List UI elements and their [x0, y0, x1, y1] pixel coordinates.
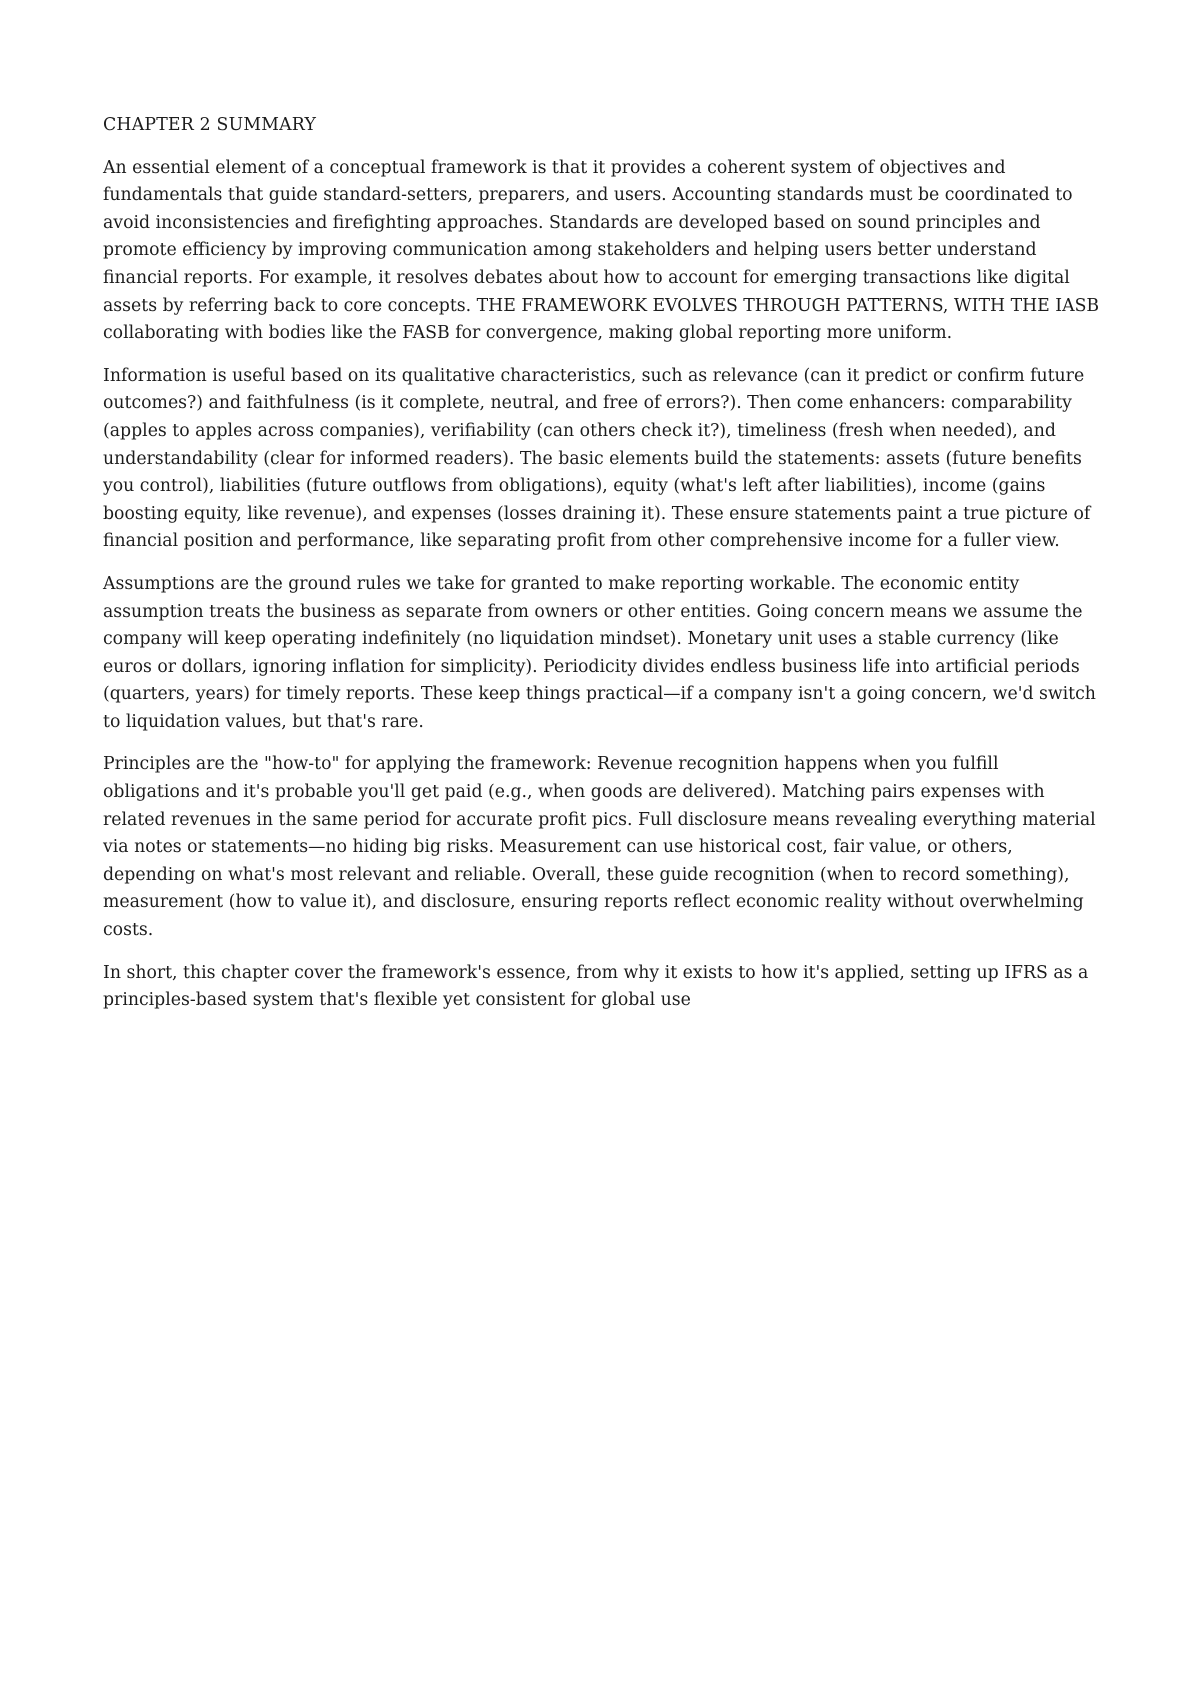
- paragraph-conclusion: In short, this chapter cover the framework's essence, from why it exists to how it's applied, setting up IFRS as a principles-based system that's flexible yet consistent for global use: [103, 962, 1089, 1011]
- paragraph-framework-purpose: An essential element of a conceptual framework is that it provides a coherent system of objectives and fundamentals that guide standard-setters, preparers, and users. Accounting standards must be coordinated to avoid inconsistencies and firefighting approaches. Standards are developed based on sound principles and promote efficiency by improving communication among stakeholders and helping users better understand financial reports. For example, it resolves debates about how to account for emerging transactions like digital assets by referring back to core concepts. THE FRAMEWORK EVOLVES THROUGH PATTERNS, WITH THE IASB collaborating with bodies like the FASB for convergence, making global reporting more uniform.: [103, 157, 1100, 344]
- paragraph-assumptions: Assumptions are the ground rules we take for granted to make reporting workable. The economic entity assumption treats the business as separate from owners or other entities. Going concern means we assume the company will keep operating indefinitely (no liquidation mindset). Monetary unit uses a stable currency (like euros or dollars, ignoring inflation for simplicity). Periodicity divides endless business life into artificial periods (quarters, years) for timely reports. These keep things practical—if a company isn't a going concern, we'd switch to liquidation values, but that's rare.: [103, 573, 1096, 732]
- paragraph-qualitative-characteristics: Information is useful based on its qualitative characteristics, such as relevance (can it predict or confirm future outcomes?) and faithfulness (is it complete, neutral, and free of errors?). Then come enhancers: comparability (apples to apples across companies), verifiability (can others check it?), timeliness (fresh when needed), and understandability (clear for informed readers). The basic elements build the statements: assets (future benefits you control), liabilities (future outflows from obligations), equity (what's left after liabilities), income (gains boosting equity, like revenue), and expenses (losses draining it). These ensure statements paint a true picture of financial position and performance, like separating profit from other comprehensive income for a fuller view.: [103, 365, 1091, 552]
- chapter-title: CHAPTER 2 SUMMARY: [103, 115, 317, 135]
- document-body: [103, 112, 1100, 1030]
- paragraph-principles: Principles are the "how-to" for applying the framework: Revenue recognition happens when you fulfill obligations and it's probable you'll get paid (e.g., when goods are delivered). Matching pairs expenses with related revenues in the same period for accurate profit pics. Full disclosure means revealing everything material via notes or statements—no hiding big risks. Measurement can use historical cost, fair value, or others, depending on what's most relevant and reliable. Overall, these guide recognition (when to record something), measurement (how to value it), and disclosure, ensuring reports reflect economic reality without overwhelming costs.: [103, 754, 1096, 941]
